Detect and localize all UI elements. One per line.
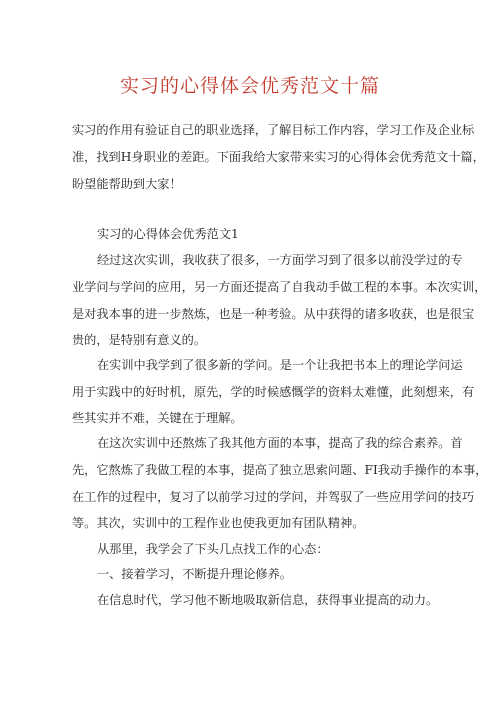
paragraph-line: 从那里，我学会了下头几点找工作的心态： [97,542,329,556]
intro-line: 实习的作用有验证自己的职业选择，了解目标工作内容，学习工作及企业标 [72,123,475,137]
paragraph-line: 经过这次实训，我收获了很多，一方面学习到了很多以前没学过的专 [97,253,463,267]
paragraph-line: 是对我本事的进一步熬炼，也是一种考验。从中获得的诸多收获，也是很宝 [72,307,475,321]
paragraph-line: 贵的，是特别有意义的。 [72,333,207,347]
paragraph-line: 些其实并不难，关键在于理解。 [72,411,243,425]
paragraph-line: 在工作的过程中，复习了以前学习过的学问，并驾驭了一些应用学问的技巧 [72,490,475,504]
document-title: 实习的心得体会优秀范文十篇 [119,75,380,97]
paragraph-line: 业学问与学问的应用，另一方面还提高了自我动手做工程的本事。本次实训， [72,280,487,294]
intro-line: 盼望能帮助到大家！ [72,177,182,191]
intro-line: 准，找到H身职业的差距。下面我给大家带来实习的心得体会优秀范文十篇， [72,150,485,164]
section-heading: 实习的心得体会优秀范文1 [97,227,239,241]
paragraph-line: 在这次实训中还熬炼了我其他方面的本事，提高了我的综合素养。首 [97,436,463,450]
list-item: 一、接着学习，不断提升理论修养。 [97,567,292,581]
paragraph-line: 在实训中我学到了很多新的学问。是一个让我把书本上的理论学问运 [97,358,463,372]
paragraph-line: 等。其次，实训中的工程作业也使我更加有团队精神。 [72,516,365,530]
paragraph-line: 先，它熬炼了我做工程的本事，提高了独立思索问题、FI我动手操作的本事， [72,463,488,477]
paragraph-line: 在信息时代，学习他不断地吸取新信息，获得事业提高的动力。 [97,593,439,607]
paragraph-line: 用于实践中的好时机，原先，学的时候感慨学的资料太难懂，此刻想来，有 [72,385,475,399]
